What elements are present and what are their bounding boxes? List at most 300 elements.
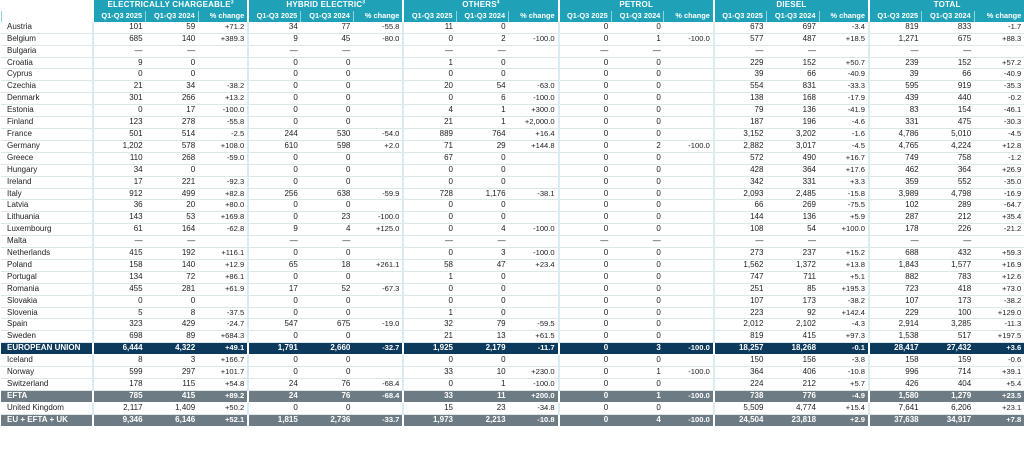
aggregate-row	[1, 414, 1024, 426]
change-cell: -100.0	[509, 33, 559, 45]
value-cell: 0	[611, 319, 664, 331]
group-header-row	[1, 0, 1024, 11]
value-cell: 58	[403, 259, 456, 271]
value-cell: 0	[456, 200, 509, 212]
value-cell: 268	[146, 152, 199, 164]
value-cell: —	[248, 236, 301, 248]
change-cell: +26.9	[974, 164, 1024, 176]
change-cell	[664, 93, 714, 105]
change-cell: +80.0	[198, 200, 248, 212]
country-cell: Luxembourg	[1, 224, 93, 236]
value-cell: 152	[922, 57, 975, 69]
change-cell: -100.0	[198, 105, 248, 117]
value-cell: 3,285	[922, 319, 975, 331]
change-cell: -1.2	[974, 152, 1024, 164]
table-row	[1, 224, 1024, 236]
change-cell	[509, 200, 559, 212]
change-cell: +2,000.0	[509, 117, 559, 129]
country-cell: EUROPEAN UNION	[1, 343, 93, 355]
table-row	[1, 331, 1024, 343]
value-cell: 406	[766, 367, 819, 379]
value-cell: 138	[714, 93, 767, 105]
value-cell: 0	[559, 105, 612, 117]
change-cell: +18.5	[819, 33, 869, 45]
change-cell: -63.0	[509, 81, 559, 93]
col-header: % change	[819, 11, 869, 22]
value-cell: 1	[403, 307, 456, 319]
value-cell: 269	[766, 200, 819, 212]
value-cell: 685	[93, 33, 146, 45]
table-row	[1, 176, 1024, 188]
change-cell	[664, 105, 714, 117]
value-cell: —	[559, 45, 612, 57]
change-cell: +16.4	[509, 128, 559, 140]
value-cell: 0	[456, 212, 509, 224]
value-cell: 415	[146, 390, 199, 402]
change-cell	[353, 236, 403, 248]
change-cell: +116.1	[198, 248, 248, 260]
col-header: Q1-Q3 2024	[766, 11, 819, 22]
change-cell: -40.9	[819, 69, 869, 81]
table-row	[1, 69, 1024, 81]
value-cell: 9	[248, 33, 301, 45]
change-cell: -75.5	[819, 200, 869, 212]
value-cell: 833	[922, 22, 975, 33]
value-cell: 1,580	[869, 390, 922, 402]
change-cell	[198, 45, 248, 57]
change-cell: -2.5	[198, 128, 248, 140]
value-cell: 738	[714, 390, 767, 402]
value-cell: 239	[869, 57, 922, 69]
value-cell: 2,093	[714, 188, 767, 200]
change-cell	[664, 379, 714, 391]
change-cell: +144.8	[509, 140, 559, 152]
value-cell: 37,638	[869, 414, 922, 426]
value-cell: 65	[248, 259, 301, 271]
change-cell: -46.1	[974, 105, 1024, 117]
value-cell: 2,012	[714, 319, 767, 331]
value-cell: 0	[559, 224, 612, 236]
value-cell: 0	[248, 212, 301, 224]
value-cell: 54	[456, 81, 509, 93]
value-cell: 3,989	[869, 188, 922, 200]
value-cell: 728	[403, 188, 456, 200]
value-cell: 13	[456, 331, 509, 343]
value-cell: 21	[93, 81, 146, 93]
change-cell: +12.6	[974, 271, 1024, 283]
country-cell: Czechia	[1, 81, 93, 93]
value-cell: 673	[714, 22, 767, 33]
value-cell: 0	[559, 176, 612, 188]
value-cell: 66	[714, 200, 767, 212]
value-cell: 150	[714, 355, 767, 367]
value-cell: 764	[456, 128, 509, 140]
value-cell: 77	[301, 22, 354, 33]
value-cell: 1	[456, 379, 509, 391]
value-cell: 711	[766, 271, 819, 283]
change-cell	[664, 295, 714, 307]
change-cell: -1.6	[819, 128, 869, 140]
value-cell: —	[611, 45, 664, 57]
value-cell: 0	[456, 307, 509, 319]
value-cell: 4	[611, 414, 664, 426]
table-row	[1, 212, 1024, 224]
value-cell: 440	[922, 93, 975, 105]
value-cell: 0	[456, 271, 509, 283]
col-header: Q1-Q3 2024	[922, 11, 975, 22]
value-cell: 0	[248, 331, 301, 343]
value-cell: 598	[301, 140, 354, 152]
value-cell: 140	[146, 33, 199, 45]
value-cell: 5,509	[714, 402, 767, 414]
value-cell: 0	[559, 69, 612, 81]
value-cell: 1,538	[869, 331, 922, 343]
value-cell: 9,346	[93, 414, 146, 426]
value-cell: 1,409	[146, 402, 199, 414]
value-cell: 747	[714, 271, 767, 283]
change-cell	[664, 402, 714, 414]
value-cell: 1,271	[869, 33, 922, 45]
value-cell: 0	[559, 140, 612, 152]
value-cell: 1	[456, 105, 509, 117]
change-cell: +61.9	[198, 283, 248, 295]
value-cell: 159	[922, 355, 975, 367]
value-cell: 92	[766, 307, 819, 319]
value-cell: 266	[146, 93, 199, 105]
table-row	[1, 367, 1024, 379]
value-cell: 578	[146, 140, 199, 152]
value-cell: 2,914	[869, 319, 922, 331]
change-cell: +684.3	[198, 331, 248, 343]
change-cell	[353, 295, 403, 307]
value-cell: 0	[559, 331, 612, 343]
value-cell: 0	[559, 152, 612, 164]
value-cell: 418	[922, 283, 975, 295]
value-cell: 0	[456, 283, 509, 295]
value-cell: 490	[766, 152, 819, 164]
table-body	[1, 22, 1024, 426]
change-cell: -24.7	[198, 319, 248, 331]
value-cell: 10	[456, 367, 509, 379]
value-cell: 36	[93, 200, 146, 212]
change-cell: +100.0	[819, 224, 869, 236]
change-cell	[509, 45, 559, 57]
change-cell	[509, 307, 559, 319]
value-cell: —	[714, 236, 767, 248]
value-cell: 688	[869, 248, 922, 260]
value-cell: 8	[146, 307, 199, 319]
value-cell: —	[922, 45, 975, 57]
value-cell: 20	[146, 200, 199, 212]
change-cell: +59.3	[974, 248, 1024, 260]
value-cell: —	[403, 236, 456, 248]
change-cell: -3.4	[819, 22, 869, 33]
value-cell: —	[456, 236, 509, 248]
table-row	[1, 248, 1024, 260]
change-cell: +35.4	[974, 212, 1024, 224]
group-header: PETROL	[559, 0, 714, 11]
value-cell: 0	[248, 57, 301, 69]
country-cell: Bulgaria	[1, 45, 93, 57]
value-cell: 675	[922, 33, 975, 45]
table-row	[1, 45, 1024, 57]
change-cell	[509, 295, 559, 307]
value-cell: 819	[869, 22, 922, 33]
change-cell	[664, 224, 714, 236]
group-header: TOTAL	[869, 0, 1024, 11]
change-cell: +129.0	[974, 307, 1024, 319]
value-cell: 0	[248, 367, 301, 379]
col-header: Q1-Q3 2025	[869, 11, 922, 22]
country-cell: Portugal	[1, 271, 93, 283]
value-cell: 599	[93, 367, 146, 379]
country-cell: Italy	[1, 188, 93, 200]
value-cell: 0	[146, 164, 199, 176]
value-cell: 3,152	[714, 128, 767, 140]
value-cell: 0	[611, 152, 664, 164]
change-cell	[353, 271, 403, 283]
value-cell: 72	[146, 271, 199, 283]
change-cell: -38.2	[198, 81, 248, 93]
value-cell: 61	[93, 224, 146, 236]
change-cell	[664, 22, 714, 33]
change-cell: -4.6	[819, 117, 869, 129]
value-cell: 415	[766, 331, 819, 343]
value-cell: 882	[869, 271, 922, 283]
value-cell: 428	[714, 164, 767, 176]
value-cell: 0	[301, 117, 354, 129]
change-cell: -34.8	[509, 402, 559, 414]
change-cell: +15.4	[819, 402, 869, 414]
value-cell: 17	[146, 105, 199, 117]
change-cell: -0.2	[974, 93, 1024, 105]
col-header: % change	[198, 11, 248, 22]
value-cell: 530	[301, 128, 354, 140]
change-cell: -100.0	[664, 390, 714, 402]
value-cell: 5	[93, 307, 146, 319]
value-cell: —	[714, 45, 767, 57]
change-cell: +389.3	[198, 33, 248, 45]
value-cell: 237	[766, 248, 819, 260]
change-cell	[509, 164, 559, 176]
value-cell: 0	[403, 164, 456, 176]
change-cell	[664, 283, 714, 295]
value-cell: 4	[403, 105, 456, 117]
value-cell: 136	[766, 212, 819, 224]
col-header: Q1-Q3 2025	[248, 11, 301, 22]
change-cell	[353, 331, 403, 343]
value-cell: 34	[93, 164, 146, 176]
table-row	[1, 283, 1024, 295]
value-cell: 0	[301, 248, 354, 260]
change-cell	[664, 69, 714, 81]
value-cell: 0	[611, 93, 664, 105]
col-header: % change	[509, 11, 559, 22]
change-cell: -15.8	[819, 188, 869, 200]
value-cell: 6	[456, 93, 509, 105]
table-row	[1, 22, 1024, 33]
value-cell: 17	[93, 176, 146, 188]
col-header: % change	[664, 11, 714, 22]
value-cell: 595	[869, 81, 922, 93]
change-cell: -68.4	[353, 379, 403, 391]
value-cell: 0	[456, 295, 509, 307]
corner-cell	[1, 11, 93, 22]
country-cell: Austria	[1, 22, 93, 33]
value-cell: —	[611, 236, 664, 248]
group-header: OTHERS$^4$	[403, 0, 558, 11]
value-cell: 39	[714, 69, 767, 81]
value-cell: 0	[301, 200, 354, 212]
change-cell	[509, 283, 559, 295]
value-cell: 79	[714, 105, 767, 117]
value-cell: 158	[869, 355, 922, 367]
change-cell	[509, 69, 559, 81]
value-cell: 0	[559, 367, 612, 379]
value-cell: 577	[714, 33, 767, 45]
sub-header-row	[1, 11, 1024, 22]
value-cell: 819	[714, 331, 767, 343]
value-cell: 0	[559, 164, 612, 176]
change-cell: -3.8	[819, 355, 869, 367]
value-cell: 1,973	[403, 414, 456, 426]
col-header: Q1-Q3 2025	[93, 11, 146, 22]
value-cell: 0	[611, 212, 664, 224]
value-cell: 0	[248, 402, 301, 414]
change-cell: +73.0	[974, 283, 1024, 295]
change-cell: -4.9	[819, 390, 869, 402]
value-cell: 115	[146, 379, 199, 391]
value-cell: 0	[559, 248, 612, 260]
value-cell: 0	[559, 117, 612, 129]
value-cell: 0	[248, 271, 301, 283]
change-cell	[509, 152, 559, 164]
value-cell: 919	[922, 81, 975, 93]
value-cell: 0	[301, 402, 354, 414]
value-cell: 0	[403, 33, 456, 45]
table-row	[1, 152, 1024, 164]
value-cell: 173	[766, 295, 819, 307]
change-cell: +89.2	[198, 390, 248, 402]
change-cell: -38.1	[509, 188, 559, 200]
value-cell: 0	[611, 200, 664, 212]
change-cell: +166.7	[198, 355, 248, 367]
value-cell: 0	[611, 81, 664, 93]
value-cell: 0	[456, 57, 509, 69]
value-cell: —	[869, 45, 922, 57]
value-cell: 0	[611, 69, 664, 81]
value-cell: 178	[869, 224, 922, 236]
change-cell	[353, 355, 403, 367]
value-cell: 3	[146, 355, 199, 367]
value-cell: 0	[611, 379, 664, 391]
value-cell: 0	[93, 295, 146, 307]
country-cell: Croatia	[1, 57, 93, 69]
change-cell	[353, 164, 403, 176]
value-cell: 297	[146, 367, 199, 379]
value-cell: 0	[559, 355, 612, 367]
value-cell: 85	[766, 283, 819, 295]
value-cell: 0	[248, 93, 301, 105]
value-cell: 783	[922, 271, 975, 283]
country-cell: Netherlands	[1, 248, 93, 260]
value-cell: 192	[146, 248, 199, 260]
value-cell: 229	[869, 307, 922, 319]
value-cell: 45	[301, 33, 354, 45]
value-cell: 426	[869, 379, 922, 391]
value-cell: 0	[456, 22, 509, 33]
col-header: Q1-Q3 2024	[301, 11, 354, 22]
value-cell: 1	[456, 117, 509, 129]
value-cell: 67	[403, 152, 456, 164]
change-cell: -21.2	[974, 224, 1024, 236]
change-cell: -17.9	[819, 93, 869, 105]
value-cell: 4,224	[922, 140, 975, 152]
table-row	[1, 81, 1024, 93]
change-cell: +50.2	[198, 402, 248, 414]
country-cell: France	[1, 128, 93, 140]
value-cell: 0	[611, 271, 664, 283]
change-cell: +197.5	[974, 331, 1024, 343]
change-cell: +57.2	[974, 57, 1024, 69]
value-cell: 0	[611, 57, 664, 69]
change-cell: -11.3	[974, 319, 1024, 331]
change-cell: -68.4	[353, 390, 403, 402]
country-cell: Poland	[1, 259, 93, 271]
value-cell: 439	[869, 93, 922, 105]
country-cell: Belgium	[1, 33, 93, 45]
value-cell: 749	[869, 152, 922, 164]
change-cell	[198, 236, 248, 248]
value-cell: 499	[146, 188, 199, 200]
value-cell: 89	[146, 331, 199, 343]
value-cell: 0	[403, 69, 456, 81]
value-cell: 33	[403, 390, 456, 402]
value-cell: 33	[403, 367, 456, 379]
value-cell: 0	[611, 248, 664, 260]
value-cell: 0	[559, 259, 612, 271]
value-cell: 5,010	[922, 128, 975, 140]
value-cell: 364	[766, 164, 819, 176]
value-cell: 0	[146, 57, 199, 69]
value-cell: 289	[922, 200, 975, 212]
change-cell	[664, 212, 714, 224]
value-cell: 0	[559, 414, 612, 426]
value-cell: 0	[248, 164, 301, 176]
value-cell: 0	[301, 81, 354, 93]
col-header: Q1-Q3 2025	[714, 11, 767, 22]
value-cell: 638	[301, 188, 354, 200]
change-cell: +3.6	[974, 343, 1024, 355]
value-cell: 0	[248, 307, 301, 319]
change-cell	[664, 259, 714, 271]
table-row	[1, 271, 1024, 283]
value-cell: 140	[146, 259, 199, 271]
country-cell: Slovenia	[1, 307, 93, 319]
value-cell: 0	[403, 283, 456, 295]
value-cell: 0	[611, 176, 664, 188]
value-cell: 251	[714, 283, 767, 295]
table-row	[1, 93, 1024, 105]
country-cell: Sweden	[1, 331, 93, 343]
value-cell: 0	[611, 295, 664, 307]
value-cell: 0	[611, 105, 664, 117]
value-cell: 158	[93, 259, 146, 271]
change-cell	[198, 164, 248, 176]
value-cell: 34,917	[922, 414, 975, 426]
value-cell: 66	[922, 69, 975, 81]
change-cell: +16.7	[819, 152, 869, 164]
